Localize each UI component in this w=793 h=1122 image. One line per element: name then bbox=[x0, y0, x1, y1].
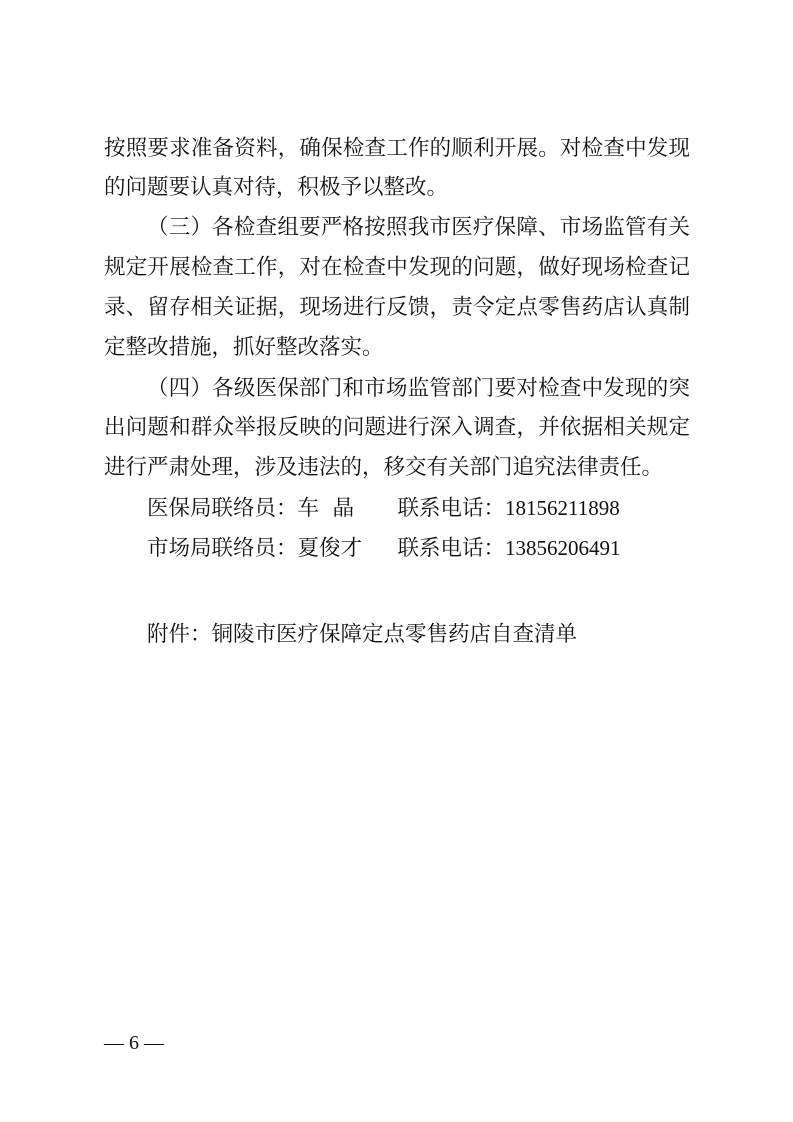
paragraph-line: 进行严肃处理，涉及违法的，移交有关部门追究法律责任。 bbox=[104, 455, 664, 480]
paragraph-line: （四）各级医保部门和市场监管部门要对检查中发现的突 bbox=[147, 376, 690, 401]
attachment-line: 附件：铜陵市医疗保障定点零售药店自查清单 bbox=[147, 622, 578, 647]
contact-label: 医保局联络员： bbox=[147, 496, 298, 521]
contact-label: 市场局联络员： bbox=[147, 536, 298, 561]
contact-line-market-supervision bbox=[147, 533, 621, 564]
contact-tel: 18156211898 bbox=[505, 496, 620, 520]
paragraph-line: 录、留存相关证据，现场进行反馈，责令定点零售药店认真制 bbox=[104, 295, 690, 320]
page-number: — 6 — bbox=[104, 1032, 164, 1054]
paragraph-line: 规定开展检查工作，对在检查中发现的问题，做好现场检查记 bbox=[104, 255, 690, 280]
paragraph-line: 的问题要认真对待，积极予以整改。 bbox=[104, 175, 449, 200]
contact-tel-label: 联系电话： bbox=[397, 496, 506, 521]
paragraph-line: （三）各检查组要严格按照我市医疗保障、市场监管有关 bbox=[147, 215, 690, 240]
contact-tel: 13856206491 bbox=[505, 536, 621, 560]
paragraph-line: 按照要求准备资料，确保检查工作的顺利开展。对检查中发现 bbox=[104, 136, 690, 161]
paragraph-line: 定整改措施，抓好整改落实。 bbox=[104, 335, 384, 360]
contact-tel-label: 联系电话： bbox=[397, 536, 506, 561]
contact-line-medical-insurance bbox=[147, 493, 620, 524]
contact-name: 夏俊才 bbox=[297, 536, 363, 561]
paragraph-line: 出问题和群众举报反映的问题进行深入调查，并依据相关规定 bbox=[104, 415, 690, 440]
contact-name: 车 晶 bbox=[297, 496, 355, 521]
